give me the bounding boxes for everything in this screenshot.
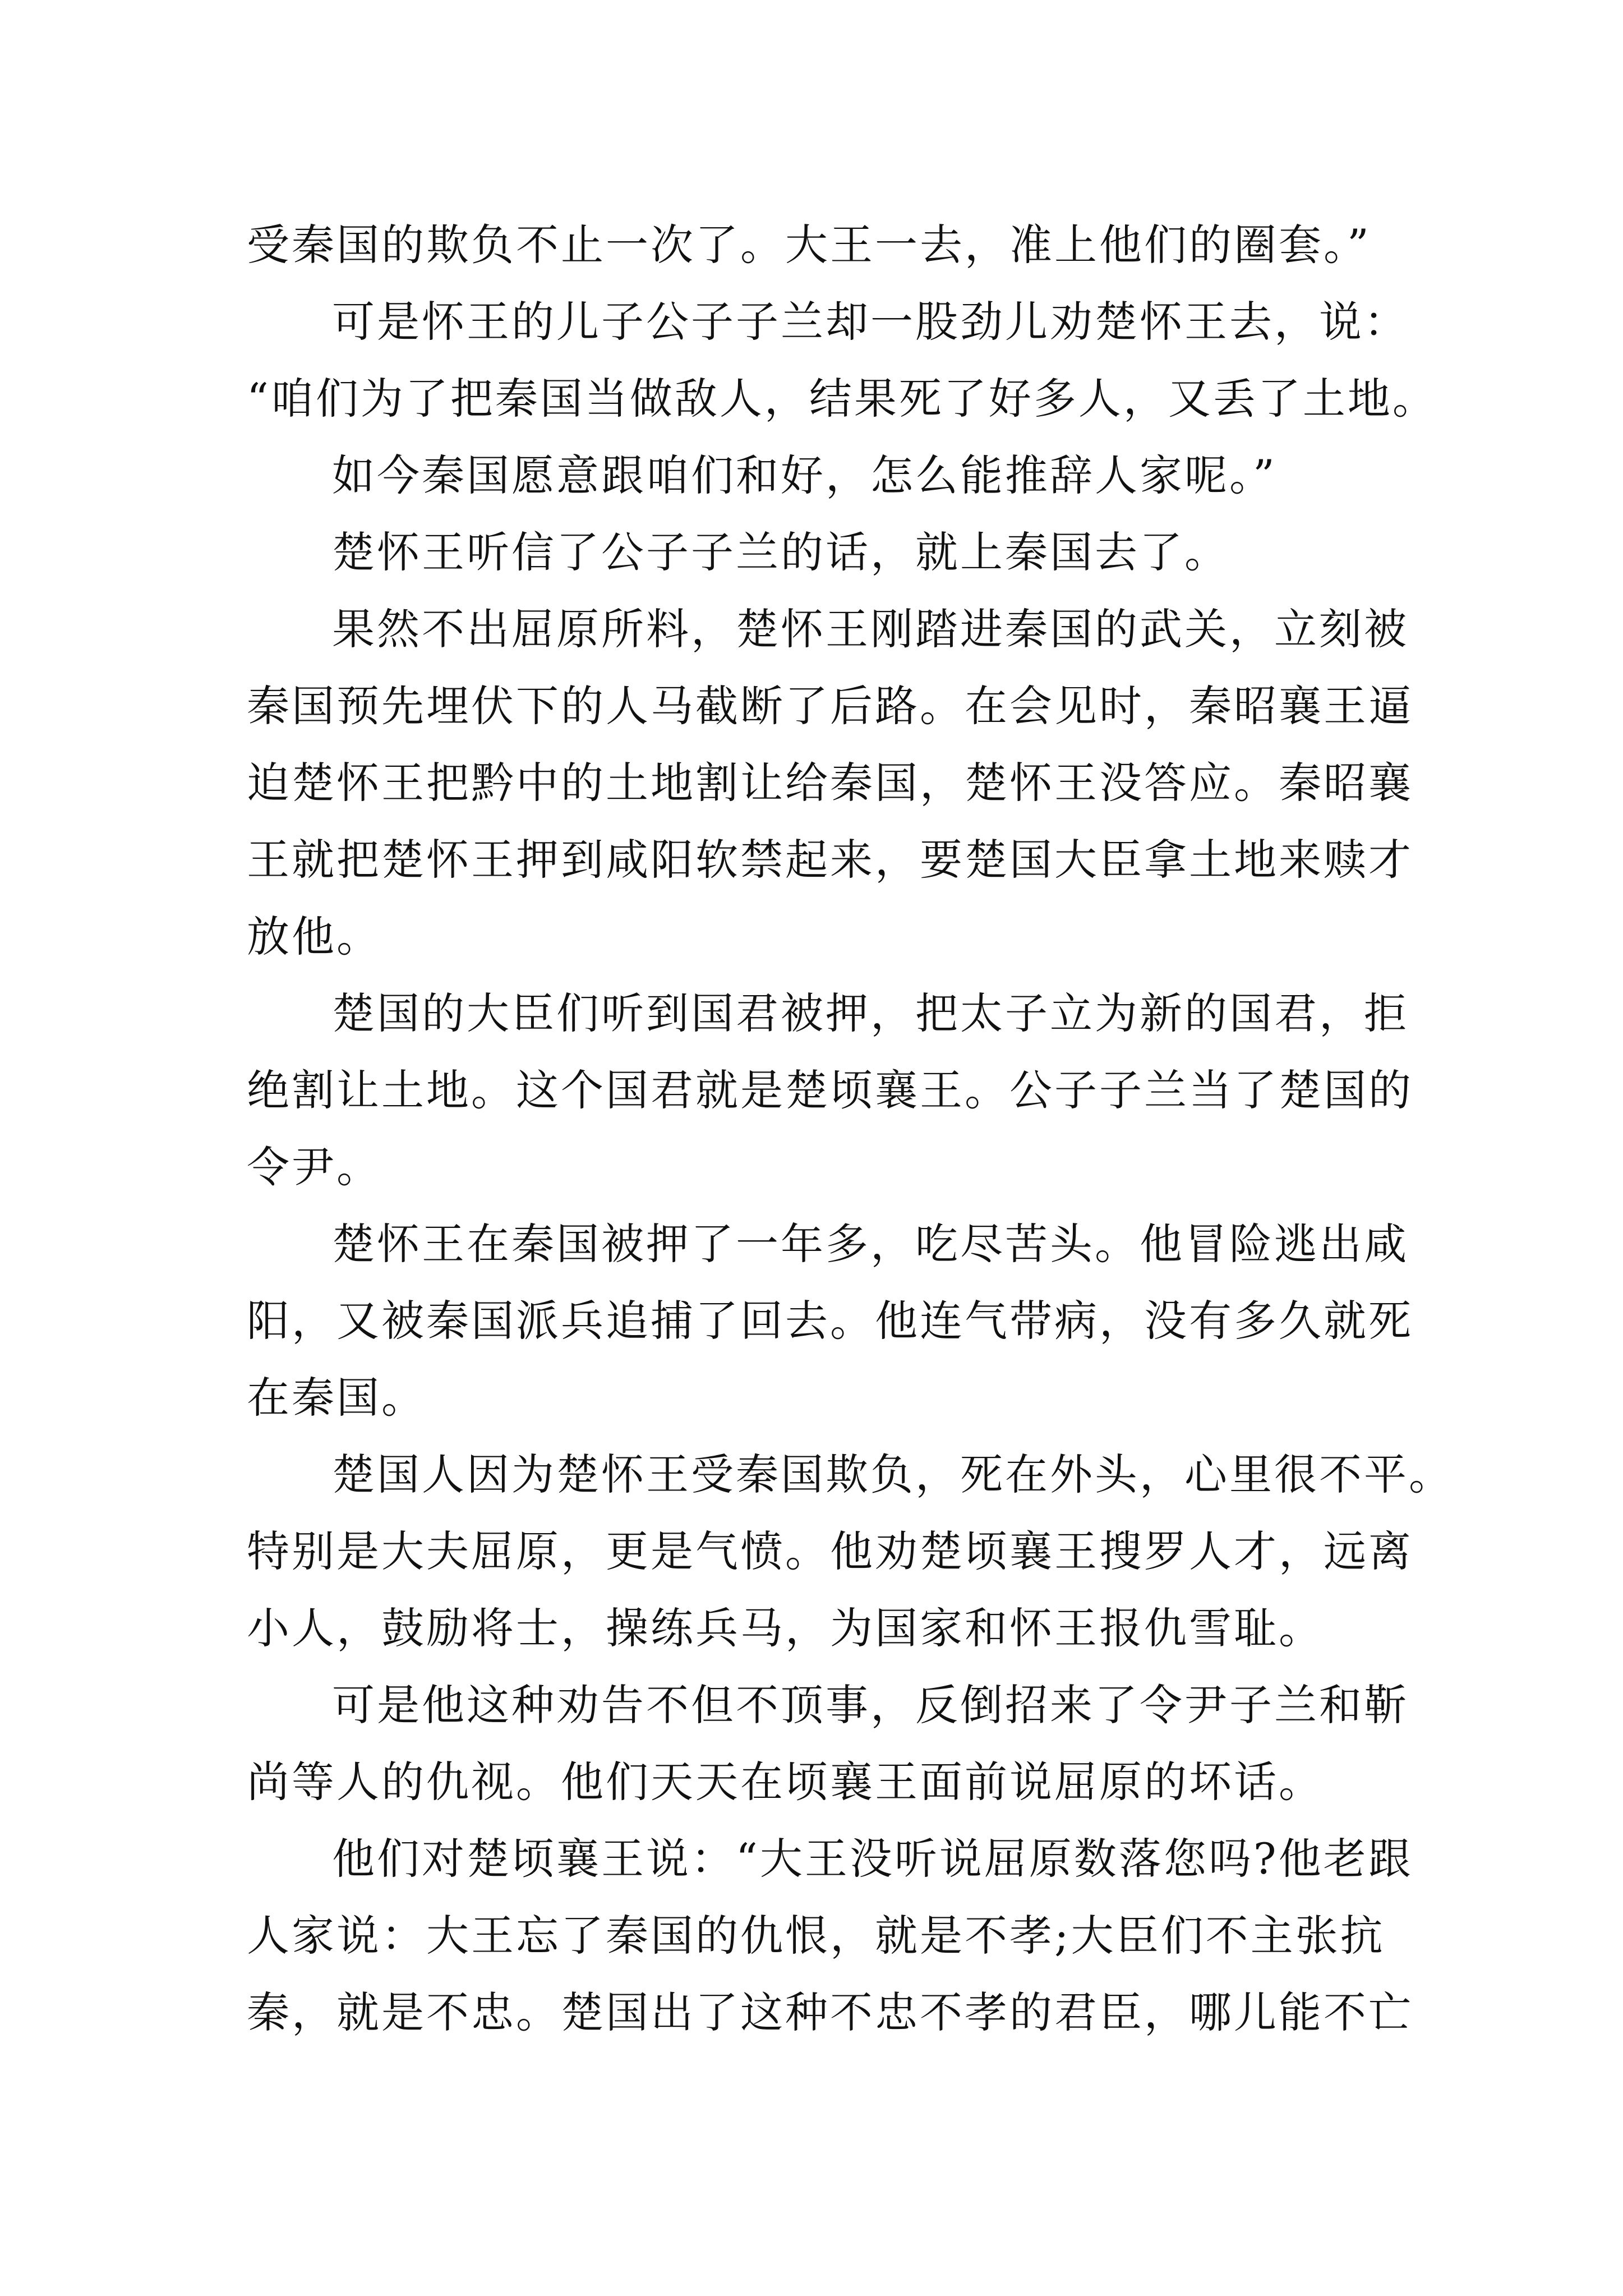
- text-line: 秦国预先埋伏下的人马截断了后路。在会见时，秦昭襄王逼: [247, 681, 1413, 731]
- text-line: 小人，鼓励将士，操练兵马，为国家和怀王报仇雪耻。: [247, 1603, 1324, 1653]
- text-line: 在秦国。: [247, 1373, 426, 1423]
- text-line: 王就把楚怀王押到咸阳软禁起来，要楚国大臣拿土地来赎才: [247, 835, 1413, 885]
- text-line: 他们对楚顷襄王说：“大王没听说屈原数落您吗?他老跟: [332, 1834, 1413, 1884]
- text-line: 楚国人因为楚怀王受秦国欺负，死在外头，心里很不平。: [332, 1450, 1454, 1499]
- text-line: 秦，就是不忠。楚国出了这种不忠不孝的君臣，哪儿能不亡: [247, 1987, 1413, 2037]
- text-line: 放他。: [247, 912, 381, 961]
- body-text: [247, 206, 1454, 2051]
- text-line: 特别是大夫屈原，更是气愤。他劝楚顷襄王搜罗人才，远离: [247, 1526, 1413, 1576]
- text-line: 如今秦国愿意跟咱们和好，怎么能推辞人家呢。”: [332, 450, 1277, 500]
- text-line: 受秦国的欺负不止一次了。大王一去，准上他们的圈套。”: [247, 220, 1371, 270]
- text-line: 迫楚怀王把黔中的土地割让给秦国，楚怀王没答应。秦昭襄: [247, 758, 1413, 808]
- text-line: 可是他这种劝告不但不顶事，反倒招来了令尹子兰和靳: [332, 1680, 1409, 1730]
- text-line: 可是怀王的儿子公子子兰却一股劲儿劝楚怀王去，说：: [332, 297, 1409, 347]
- text-line: 人家说：大王忘了秦国的仇恨，就是不孝;大臣们不主张抗: [247, 1911, 1385, 1961]
- text-line: “咱们为了把秦国当做敌人，结果死了好多人，又丢了土地。: [247, 374, 1437, 424]
- text-line: 令尹。: [247, 1142, 381, 1192]
- text-line: 绝割让土地。这个国君就是楚顷襄王。公子子兰当了楚国的: [247, 1065, 1413, 1115]
- text-line: 楚怀王听信了公子子兰的话，就上秦国去了。: [332, 527, 1229, 577]
- text-line: 楚国的大臣们听到国君被押，把太子立为新的国君，拒: [332, 988, 1409, 1038]
- text-line: 楚怀王在秦国被押了一年多，吃尽苦头。他冒险逃出咸: [332, 1219, 1409, 1269]
- text-line: 果然不出屈原所料，楚怀王刚踏进秦国的武关，立刻被: [332, 604, 1409, 654]
- text-line: 尚等人的仇视。他们天天在顷襄王面前说屈原的坏话。: [247, 1757, 1324, 1807]
- text-line: 阳，又被秦国派兵追捕了回去。他连气带病，没有多久就死: [247, 1296, 1413, 1346]
